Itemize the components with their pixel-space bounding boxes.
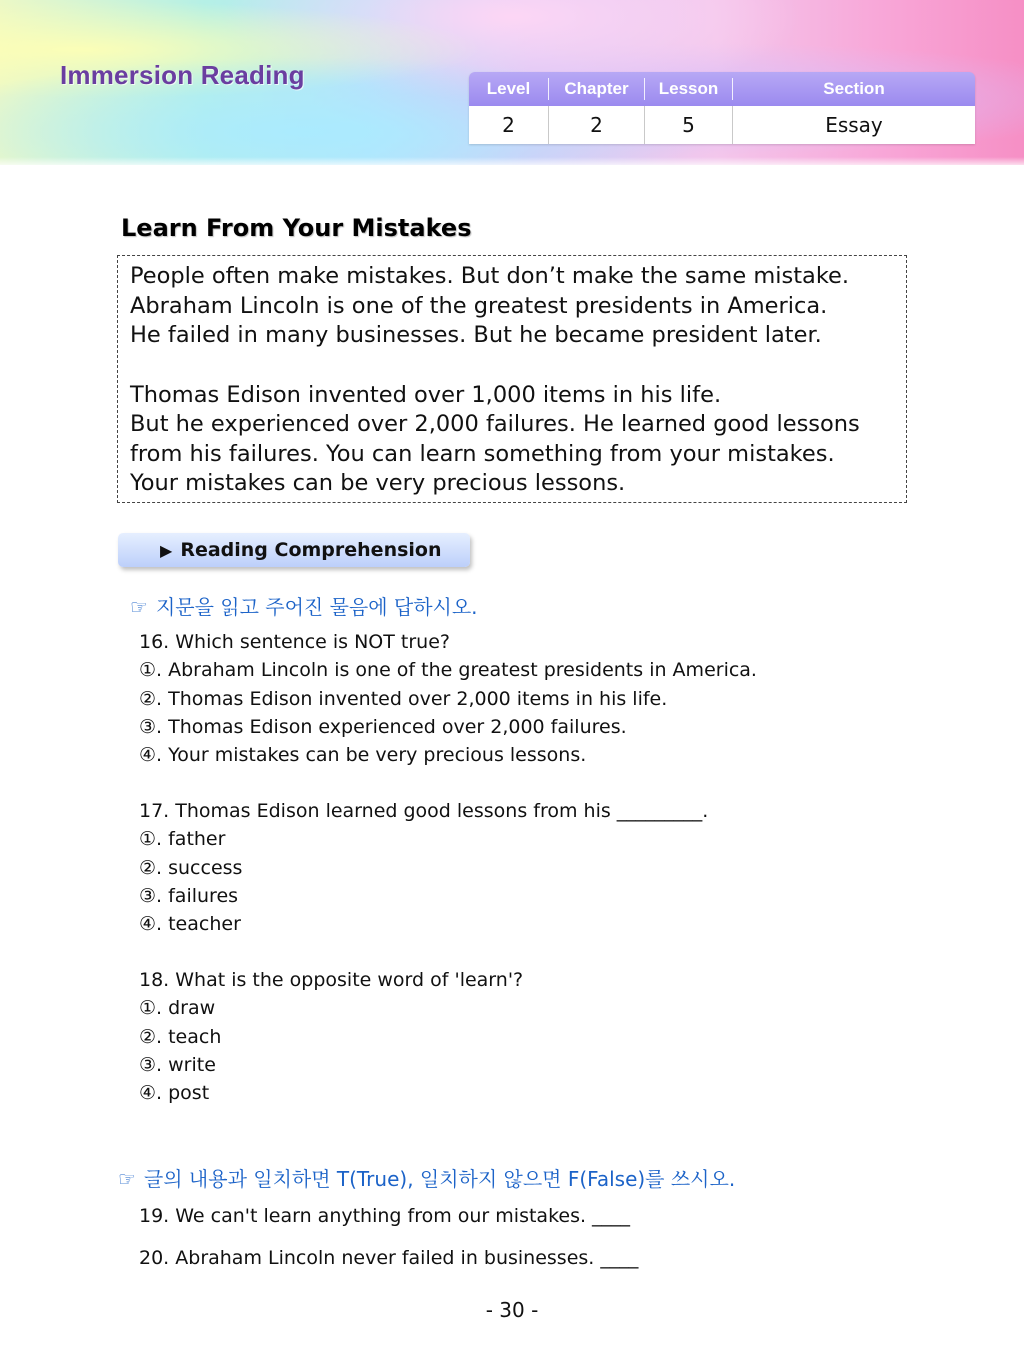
header-banner: [0, 0, 1024, 165]
answer-option: ③. write: [139, 1053, 216, 1076]
passage-line: Abraham Lincoln is one of the greatest presidents in America.: [130, 292, 828, 319]
app-title: Immersion Reading: [60, 60, 305, 90]
pointing-hand-icon: ☞: [118, 1167, 136, 1191]
answer-option: ③. Thomas Edison experienced over 2,000 failures.: [139, 715, 627, 738]
header-lesson: Lesson: [645, 78, 733, 100]
question-16: [139, 628, 757, 769]
tf-question-text: 20. Abraham Lincoln never failed in businesses. ____: [139, 1247, 639, 1269]
passage-line: from his failures. You can learn something from your mistakes.: [130, 440, 835, 467]
instruction-2: [118, 1163, 735, 1192]
passage-line: But he experienced over 2,000 failures. He learned good lessons: [130, 411, 860, 437]
value-lesson: 5: [645, 106, 733, 144]
triangle-right-icon: ▶: [160, 540, 173, 560]
answer-option: ②. success: [139, 856, 243, 879]
header-chapter: Chapter: [549, 78, 645, 100]
header-level: Level: [469, 78, 549, 100]
question-text: 18. What is the opposite word of 'learn'?: [139, 969, 524, 991]
passage-title: Learn From Your Mistakes: [121, 214, 472, 242]
answer-option: ①. draw: [139, 997, 216, 1020]
passage-box: [117, 255, 907, 503]
section-label-text: Reading Comprehension: [180, 539, 442, 561]
question-text: 16. Which sentence is NOT true?: [139, 631, 450, 653]
passage-line: Thomas Edison invented over 1,000 items in his life.: [130, 381, 722, 408]
tf-question-text: 19. We can't learn anything from our mistakes. ____: [139, 1205, 631, 1227]
answer-option: ②. teach: [139, 1025, 222, 1048]
value-level: 2: [469, 106, 549, 144]
question-18: [139, 966, 523, 1107]
passage-line: People often make mistakes. But don’t make the same mistake.: [130, 263, 850, 289]
question-20: [139, 1244, 638, 1272]
lesson-info-header-row: [469, 72, 975, 106]
question-text: 17. Thomas Edison learned good lessons from his _________.: [139, 800, 709, 822]
question-17: [139, 797, 708, 938]
answer-option: ④. teacher: [139, 913, 241, 936]
answer-option: ③. failures: [139, 884, 239, 907]
question-19: [139, 1202, 630, 1230]
passage-line: He failed in many businesses. But he became president later.: [130, 322, 822, 348]
answer-option: ①. Abraham Lincoln is one of the greatest presidents in America.: [139, 659, 757, 682]
instruction-1: [130, 591, 478, 620]
answer-option: ④. Your mistakes can be very precious lessons.: [139, 744, 587, 767]
answer-option: ④. post: [139, 1082, 210, 1105]
page-number: - 30 -: [485, 1298, 539, 1322]
value-chapter: 2: [549, 106, 645, 144]
value-section: Essay: [825, 113, 883, 137]
pointing-hand-icon: ☞: [130, 595, 148, 619]
instruction-text: 지문을 읽고 주어진 물음에 답하시오.: [155, 595, 478, 619]
reading-comprehension-label: [118, 533, 470, 567]
lesson-info-value-row: [469, 106, 975, 144]
passage-line: Your mistakes can be very precious lessons.: [130, 470, 626, 496]
instruction-text: 글의 내용과 일치하면 T(True), 일치하지 않으면 F(False)를 쓰시오.: [143, 1167, 736, 1191]
header-section: Section: [823, 79, 885, 98]
answer-option: ②. Thomas Edison invented over 2,000 items in his life.: [139, 687, 668, 710]
answer-option: ①. father: [139, 828, 226, 851]
lesson-info-table: [469, 72, 975, 144]
